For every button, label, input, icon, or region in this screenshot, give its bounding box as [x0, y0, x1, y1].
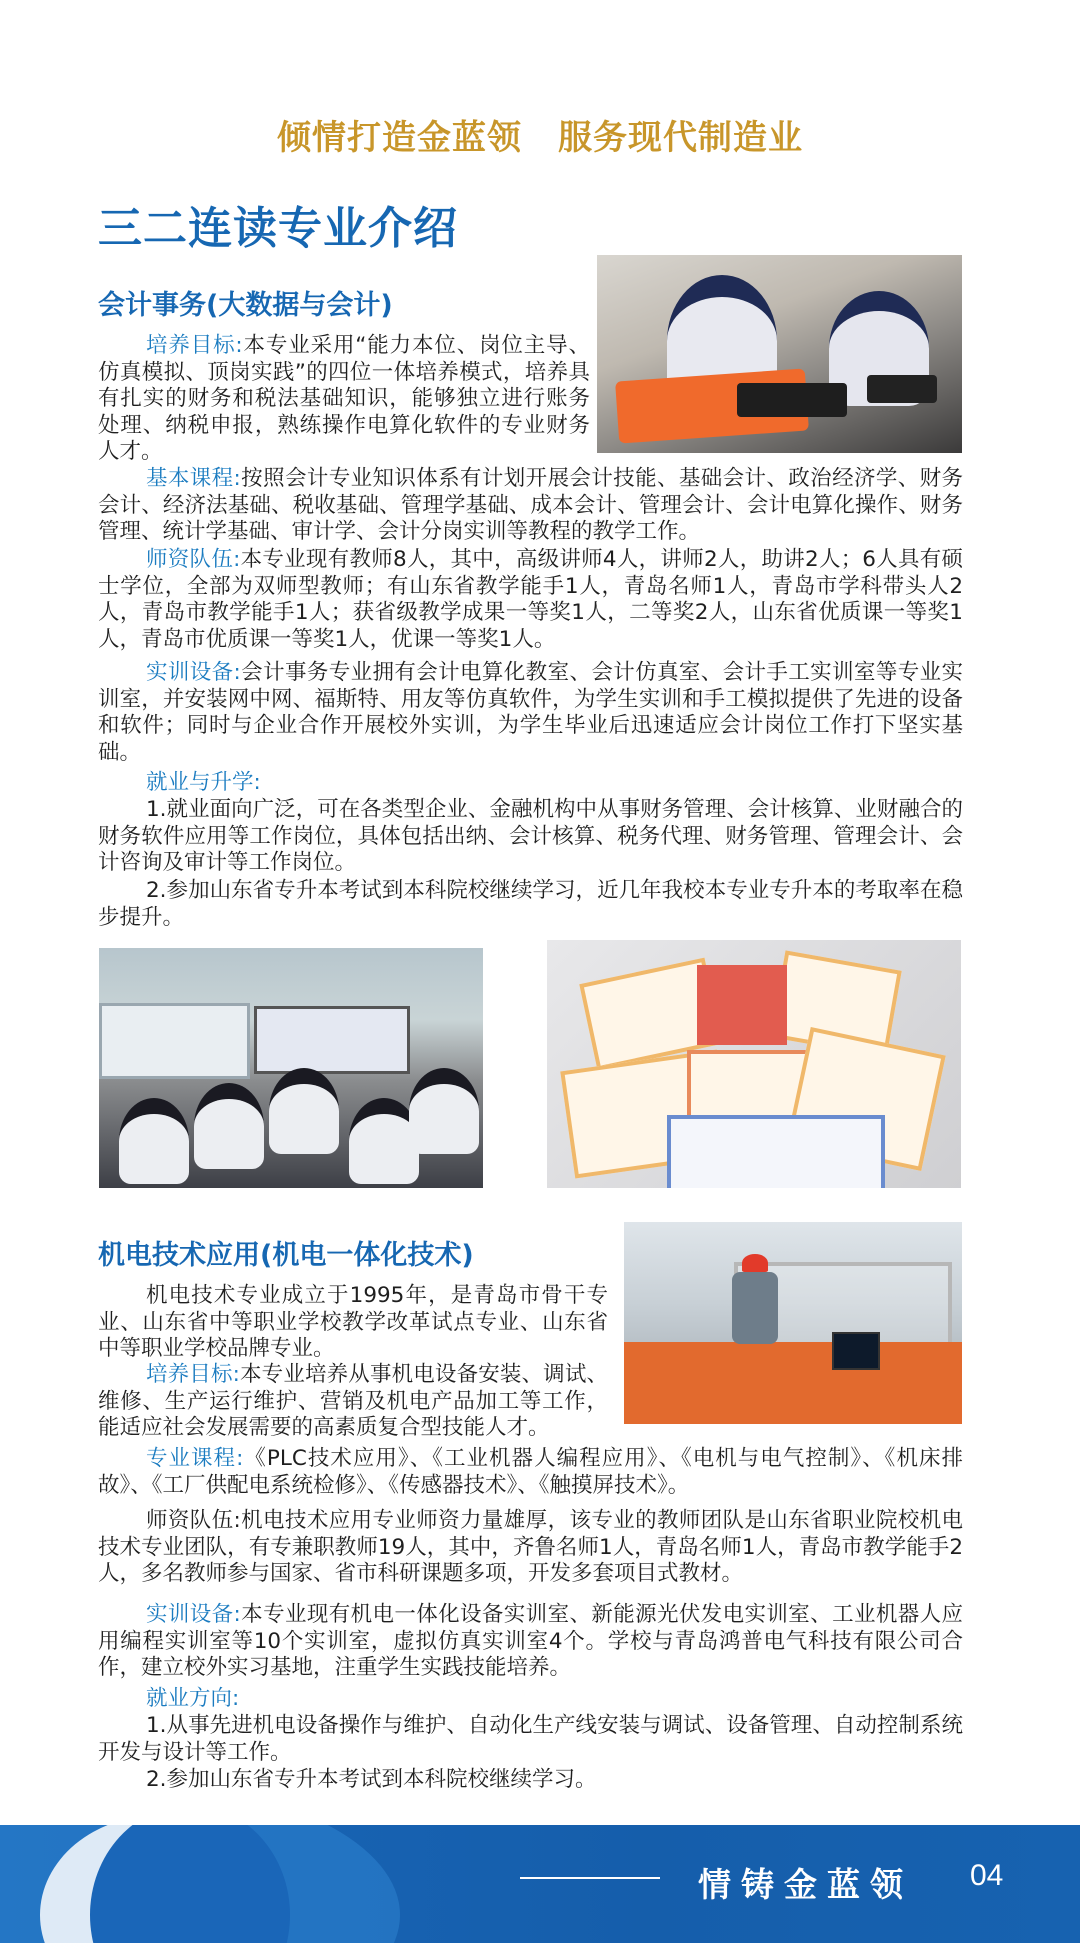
tagline-right: 服务现代制造业	[558, 118, 803, 158]
accounting-courses-text: 按照会计专业知识体系有计划开展会计技能、基础会计、政治经济学、财务会计、经济法基础、税收基础、管理学基础、成本会计、管理会计、会计电算化操作、财务管理、统计学基础、审计学、会计分岗实训等教程的教学工作。	[98, 466, 963, 544]
accounting-goal-label: 培养目标:	[146, 333, 243, 358]
accounting-goal-text: 本专业采用“能力本位、岗位主导、仿真模拟、顶岗实践”的四位一体培养模式，培养具有扎实的财务和税法基础知识，能够独立进行账务处理、纳税申报，熟练操作电算化软件的专业财务人才。	[98, 333, 590, 464]
accounting-training-text: 会计事务专业拥有会计电算化教室、会计仿真室、会计手工实训室等专业实训室，并安装网中网、福斯特、用友等仿真软件，为学生实训和手工模拟提供了先进的设备和软件；同时与企业合作开展校外实训，为学生毕业后迅速适应会计岗位工作打下坚实基础。	[98, 660, 963, 765]
mechatronics-courses-label: 专业课程:	[146, 1446, 244, 1471]
mechatronics-training-label: 实训设备:	[146, 1602, 241, 1627]
accounting-courses-label: 基本课程:	[146, 466, 241, 491]
mechatronics-faculty-paragraph: 师资队伍:机电技术应用专业师资力量雄厚，该专业的教师团队是山东省职业院校机电技术专业团队，有专兼职教师19人，其中，齐鲁名师1人，青岛名师1人，青岛市教学能手2人，多名教师参与国家、省市科研课题多项，开发多套项目式教材。	[98, 1508, 963, 1586]
mechatronics-career-item-2: 2.参加山东省专升本考试到本科院校继续学习。	[146, 1767, 597, 1792]
footer-rule	[520, 1877, 660, 1879]
accounting-career-label-line	[98, 770, 963, 797]
accounting-career-item-2: 2.参加山东省专升本考试到本科院校继续学习，近几年我校本专业专升本的考取率在稳步提升。	[98, 878, 963, 930]
mechatronics-goal-paragraph	[98, 1362, 608, 1442]
mechatronics-courses-paragraph	[98, 1446, 963, 1499]
accounting-career-label: 就业与升学:	[146, 770, 261, 795]
footer-swoosh-cutout	[90, 1825, 290, 1943]
accounting-classroom-photo	[597, 255, 962, 453]
mechatronics-career-label: 就业方向:	[146, 1686, 240, 1711]
header-tagline	[0, 110, 1080, 159]
mechatronics-courses-text: 《PLC技术应用》、《工业机器人编程应用》、《电机与电气控制》、《机床排故》、《工厂供配电系统检修》、《传感器技术》、《触摸屏技术》。	[98, 1446, 963, 1498]
mechatronics-lab-photo	[624, 1222, 962, 1424]
mechatronics-goal-label: 培养目标:	[146, 1362, 240, 1387]
accounting-faculty-text: 本专业现有教师8人，其中，高级讲师4人，讲师2人，助讲2人；6人具有硕士学位，全部为双师型教师；有山东省教学能手1人，青岛名师1人，青岛市学科带头人2人，青岛市教学能手1人；获省级教学成果一等奖1人，二等奖2人，山东省优质课一等奖1人，青岛市优质课一等奖1人，优课一等奖1人。	[98, 547, 963, 652]
accounting-faculty-paragraph	[98, 547, 963, 653]
page-title: 三二连读专业介绍	[98, 203, 458, 254]
accounting-faculty-label: 师资队伍:	[146, 547, 241, 572]
accounting-section-title: 会计事务(大数据与会计)	[98, 290, 393, 321]
accounting-goal-paragraph	[98, 333, 590, 466]
tagline-left: 倾情打造金蓝领	[277, 118, 522, 158]
certificates-photo	[547, 940, 961, 1188]
mechatronics-career-label-line	[98, 1686, 963, 1713]
mechatronics-training-paragraph	[98, 1602, 963, 1682]
accounting-training-paragraph	[98, 660, 963, 766]
footer-banner	[0, 1825, 1080, 1943]
mechatronics-goal-text: 本专业培养从事机电设备安装、调试、维修、生产运行维护、营销及机电产品加工等工作，能适应社会发展需要的高素质复合型技能人才。	[98, 1362, 608, 1440]
mechatronics-training-text: 本专业现有机电一体化设备实训室、新能源光伏发电实训室、工业机器人应用编程实训室等10个实训室，虚拟仿真实训室4个。学校与青岛鸿普电气科技有限公司合作，建立校外实习基地，注重学生实践技能培养。	[98, 1602, 963, 1680]
mechatronics-career-item-1: 1.从事先进机电设备操作与维护、自动化生产线安装与调试、设备管理、自动控制系统开发与设计等工作。	[98, 1713, 963, 1765]
footer-slogan: 情铸金蓝领	[698, 1865, 913, 1904]
page-number: 04	[970, 1859, 1004, 1892]
accounting-training-label: 实训设备:	[146, 660, 241, 685]
mechatronics-section-title: 机电技术应用(机电一体化技术)	[98, 1240, 474, 1271]
classroom-photo	[99, 948, 483, 1188]
accounting-courses-paragraph	[98, 466, 963, 546]
mechatronics-intro-paragraph: 机电技术专业成立于1995年，是青岛市骨干专业、山东省中等职业学校教学改革试点专业、山东省中等职业学校品牌专业。	[98, 1283, 608, 1361]
accounting-career-item-1: 1.就业面向广泛，可在各类型企业、金融机构中从事财务管理、会计核算、业财融合的财务软件应用等工作岗位，具体包括出纳、会计核算、税务代理、财务管理、管理会计、会计咨询及审计等工作岗位。	[98, 797, 963, 875]
